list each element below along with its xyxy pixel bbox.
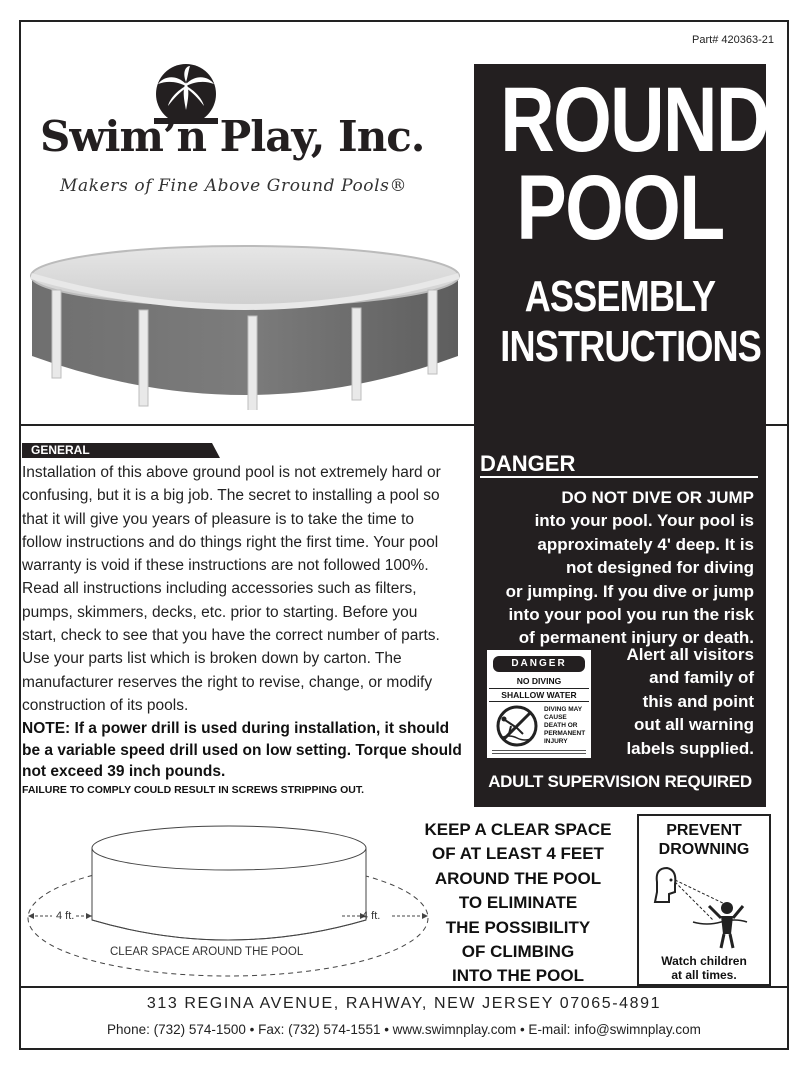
danger-heading: DANGER — [480, 451, 576, 476]
failure-warning: FAILURE TO COMPLY COULD RESULT IN SCREWS STRIPPING OUT. — [22, 784, 365, 796]
clear-line-4: TO ELIMINATE — [458, 893, 578, 913]
clearance-text — [398, 818, 638, 989]
footer-divider — [19, 986, 789, 988]
danger-line-3: approximately 4' deep. It is — [537, 534, 754, 554]
clearance-caption: CLEAR SPACE AROUND THE POOL — [110, 946, 304, 958]
watch-children-icon — [647, 862, 761, 952]
sign-fine-print — [492, 750, 586, 751]
alert-text — [600, 643, 754, 760]
sign-shallow-water: SHALLOW WATER — [489, 688, 589, 702]
danger-line-6: into your pool you run the risk — [508, 605, 754, 625]
sign-no-diving: NO DIVING — [516, 676, 562, 686]
no-diving-icon — [493, 704, 541, 748]
danger-sign — [487, 650, 591, 758]
clear-line-1: KEEP A CLEAR SPACE — [424, 820, 612, 839]
left-dimension: 4 ft. — [56, 910, 75, 922]
danger-line-7: of permanent injury or death. — [518, 628, 754, 648]
title-instructions: INSTRUCTIONS — [500, 322, 762, 371]
danger-line-1: DO NOT DIVE OR JUMP — [561, 488, 754, 507]
clear-line-5: THE POSSIBILITY — [445, 917, 591, 937]
danger-line-5: or jumping. If you dive or jump — [505, 581, 754, 601]
sign-warning-text: DIVING MAY CAUSE DEATH OR PERMANENT INJURY — [544, 706, 586, 745]
adult-supervision: ADULT SUPERVISION REQUIRED — [488, 772, 752, 791]
sign-danger-label: DANGER — [493, 656, 585, 672]
prevent-drowning-title: PREVENT DROWNING — [658, 822, 750, 858]
watch-children-text: Watch children at all times. — [661, 954, 747, 982]
alert-line-2: and family of — [649, 668, 754, 688]
danger-line-2: into your pool. Your pool is — [534, 511, 754, 531]
title-round: ROUND — [500, 69, 769, 171]
prevent-drowning-box — [637, 814, 771, 986]
clear-line-6: OF CLIMBING — [461, 942, 575, 962]
drill-note: NOTE: If a power drill is used during installation, it should be a variable speed drill used on low setting. Torque should not exceed 39 inch pounds. — [22, 720, 462, 780]
sign-fine-print-2 — [492, 753, 586, 754]
clear-line-2: OF AT LEAST 4 FEET — [432, 844, 604, 864]
company-name: Swim’n Play, Inc. — [40, 112, 425, 161]
company-contact: Phone: (732) 574-1500 • Fax: (732) 574-1551 • www.swimnplay.com • E-mail: info@swimnplay.com — [107, 1022, 701, 1037]
company-tagline: Makers of Fine Above Ground Pools® — [60, 176, 408, 196]
title-pool: POOL — [516, 157, 724, 259]
pool-illustration — [26, 238, 466, 410]
general-heading: GENERAL — [31, 443, 90, 457]
alert-line-4: out all warning — [634, 715, 754, 735]
alert-line-5: labels supplied. — [626, 738, 754, 758]
alert-line-1: Alert all visitors — [626, 645, 754, 664]
part-number: Part# 420363-21 — [692, 34, 774, 46]
clear-line-3: AROUND THE POOL — [434, 868, 602, 888]
danger-divider — [480, 476, 758, 478]
alert-line-3: this and point — [642, 691, 754, 711]
danger-text — [480, 486, 754, 650]
company-address: 313 REGINA AVENUE, RAHWAY, NEW JERSEY 07065-4891 — [146, 995, 662, 1012]
clear-line-7: INTO THE POOL — [452, 966, 584, 986]
danger-line-4: not designed for diving — [566, 558, 754, 578]
general-body: Installation of this above ground pool is not extremely hard or confusing, but it is a big job. The secret to installing a pool so that it will give you years of pleasure is to take the time to follow instructions and do things right the first time. Your pool warranty is void if these instructions are not followed 100%. Read all instructions including accessories such as filters, pumps, skimmers, decks, etc. prior to starting. Before you start, check to see that you have the correct number of parts. Use your parts list which is broken down by carton. The manufacturer reserves the right to revise, change, or modify construction of its pools. — [22, 464, 441, 714]
title-assembly: ASSEMBLY — [524, 272, 716, 321]
right-dimension: 4 ft. — [362, 910, 381, 922]
